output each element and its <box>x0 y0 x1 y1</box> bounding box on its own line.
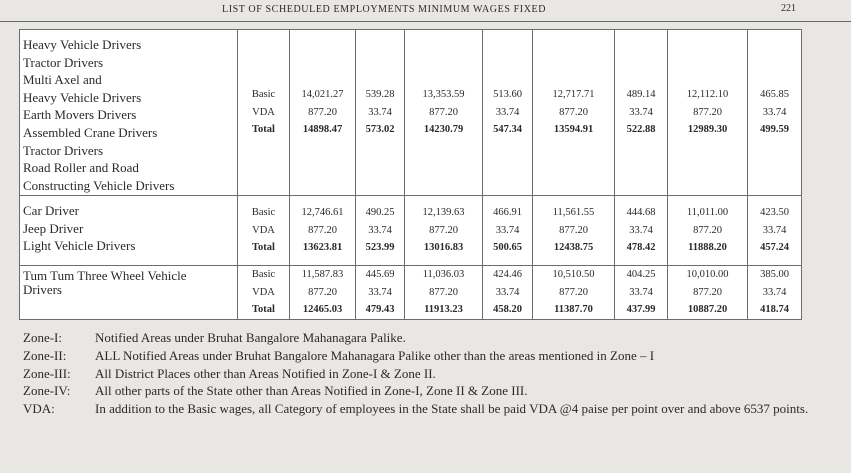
wage-vda: 877.20 <box>308 106 337 118</box>
note-label: VDA: <box>23 401 55 417</box>
wage-cell <box>615 266 668 320</box>
row-label: Basic <box>251 207 276 219</box>
wage-basic: 423.50 <box>760 207 789 219</box>
wage-cell <box>533 30 615 196</box>
wage-total: 11913.23 <box>424 304 463 315</box>
row-label: VDA <box>252 224 275 236</box>
wage-basic: 445.69 <box>365 269 395 280</box>
note-row <box>23 400 823 418</box>
wage-basic: 12,139.63 <box>422 207 465 219</box>
wage-cell <box>356 266 405 320</box>
category-cell <box>20 196 238 266</box>
wage-basic: 13,353.59 <box>422 89 465 101</box>
row-label-cell <box>238 30 290 196</box>
note-text: ALL Notified Areas under Bruhat Bangalore Mahanagara Palike other than the areas mentioned in Zone – I <box>95 347 655 363</box>
table-row <box>20 30 802 196</box>
wage-total: 458.20 <box>493 304 522 315</box>
wage-vda: 877.20 <box>559 286 588 298</box>
category-name: Earth Movers Drivers <box>23 107 137 123</box>
wage-basic: 490.25 <box>365 207 395 219</box>
wage-cell <box>405 196 483 266</box>
row-label: VDA <box>252 106 275 118</box>
wage-basic: 14,021.27 <box>301 89 344 101</box>
table-row <box>20 196 802 266</box>
wage-basic: 489.14 <box>626 89 656 101</box>
wage-vda: 877.20 <box>429 224 458 236</box>
wage-basic: 12,746.61 <box>301 207 344 219</box>
row-label: Total <box>252 242 275 254</box>
wage-vda: 877.20 <box>429 106 458 118</box>
wage-total: 547.34 <box>493 124 522 136</box>
wage-cell <box>290 30 356 196</box>
row-label: VDA <box>252 286 275 298</box>
wage-total: 457.24 <box>760 242 789 254</box>
wage-cell <box>290 266 356 320</box>
wage-basic: 465.85 <box>760 89 789 101</box>
note-text: All District Places other than Areas Notified in Zone-I & Zone II. <box>95 365 436 381</box>
wage-cell <box>748 196 802 266</box>
wage-vda: 33.74 <box>368 106 392 118</box>
row-label: Basic <box>251 269 276 280</box>
wage-total: 10887.20 <box>687 304 728 315</box>
wage-cell <box>483 196 533 266</box>
note-label: Zone-III: <box>23 365 71 381</box>
wage-cell <box>533 266 615 320</box>
category-name: Car Driver <box>23 203 79 218</box>
wage-table <box>19 29 802 320</box>
wage-vda: 877.20 <box>693 224 722 236</box>
wage-total: 523.99 <box>365 242 395 254</box>
wage-vda: 877.20 <box>308 286 337 298</box>
wage-total: 13623.81 <box>302 242 343 254</box>
wage-vda: 33.74 <box>762 106 787 118</box>
note-row <box>23 382 823 400</box>
wage-vda: 33.74 <box>762 286 787 298</box>
wage-total: 499.59 <box>760 124 789 136</box>
wage-total: 500.65 <box>493 242 522 254</box>
wage-vda: 877.20 <box>559 106 588 118</box>
wage-cell <box>356 30 405 196</box>
wage-vda: 33.74 <box>368 224 392 236</box>
wage-basic: 424.46 <box>493 269 522 280</box>
wage-vda: 33.74 <box>495 106 520 118</box>
wage-basic: 513.60 <box>493 89 522 101</box>
wage-vda: 33.74 <box>495 224 520 236</box>
wage-cell <box>533 196 615 266</box>
wage-basic: 11,011.00 <box>686 207 729 219</box>
wage-basic: 11,587.83 <box>301 269 344 280</box>
note-text: All other parts of the State other than Areas Notified in Zone-I, Zone II & Zone III. <box>95 383 528 399</box>
wage-basic: 10,510.50 <box>552 269 595 280</box>
category-name: Light Vehicle Drivers <box>23 238 136 254</box>
wage-cell <box>483 266 533 320</box>
wage-total: 13016.83 <box>423 242 464 254</box>
wage-vda: 33.74 <box>368 286 392 298</box>
wage-total: 11387.70 <box>554 304 593 315</box>
wage-total: 13594.91 <box>553 124 594 136</box>
category-cell <box>20 266 238 320</box>
wage-vda: 33.74 <box>629 106 653 118</box>
wage-total: 12989.30 <box>687 124 728 136</box>
wage-vda: 877.20 <box>308 224 337 236</box>
wage-cell <box>483 30 533 196</box>
category-name: Tum Tum Three Wheel Vehicle <box>23 268 187 283</box>
wage-cell <box>748 266 802 320</box>
category-name: Tractor Drivers <box>23 142 104 158</box>
wage-basic: 11,561.55 <box>552 207 595 219</box>
wage-cell <box>356 196 405 266</box>
row-label-cell <box>238 196 290 266</box>
wage-basic: 539.28 <box>365 89 395 101</box>
category-name: Jeep Driver <box>23 220 84 236</box>
category-name: Assembled Crane Drivers <box>23 124 158 140</box>
category-name: Multi Axel and <box>23 72 102 88</box>
note-label: Zone-II: <box>23 347 67 363</box>
category-name: Road Roller and Road <box>23 160 139 176</box>
note-label: Zone-IV: <box>23 383 71 399</box>
wage-vda: 877.20 <box>693 286 722 298</box>
wage-vda: 33.74 <box>629 224 653 236</box>
zone-notes <box>23 329 823 418</box>
wage-total: 479.43 <box>365 304 395 315</box>
note-text: Notified Areas under Bruhat Bangalore Mahanagara Palike. <box>95 330 406 345</box>
wage-total: 12465.03 <box>302 304 343 315</box>
wage-total: 12438.75 <box>553 242 594 254</box>
category-name: Heavy Vehicle Drivers <box>23 37 142 52</box>
wage-cell <box>668 30 748 196</box>
category-name: Tractor Drivers <box>23 54 104 70</box>
wage-total: 14898.47 <box>302 124 343 136</box>
wage-vda: 33.74 <box>762 224 787 236</box>
wage-total: 14230.79 <box>423 124 464 136</box>
wage-total: 478.42 <box>626 242 656 254</box>
wage-vda: 33.74 <box>629 286 653 298</box>
wage-vda: 877.20 <box>693 106 722 118</box>
wage-total: 418.74 <box>760 304 789 315</box>
header-rule <box>0 21 851 22</box>
wage-basic: 404.25 <box>626 269 656 280</box>
wage-cell <box>748 30 802 196</box>
wage-basic: 444.68 <box>626 207 656 219</box>
wage-basic: 10,010.00 <box>686 269 729 280</box>
row-label-cell <box>238 266 290 320</box>
category-cell <box>20 30 238 196</box>
wage-total: 573.02 <box>365 124 395 136</box>
note-row <box>23 365 823 383</box>
wage-vda: 33.74 <box>495 286 520 298</box>
wage-vda: 877.20 <box>429 286 458 298</box>
category-name: Drivers <box>23 282 62 297</box>
wage-cell <box>405 30 483 196</box>
wage-cell <box>405 266 483 320</box>
row-label: Total <box>252 124 275 136</box>
wage-total: 522.88 <box>626 124 656 136</box>
wage-cell <box>615 30 668 196</box>
table-row <box>20 266 802 320</box>
row-label: Basic <box>251 89 276 101</box>
note-text: In addition to the Basic wages, all Category of employees in the State shall be paid VDA @4 paise per point over and above 6537 points. <box>95 401 809 417</box>
wage-basic: 12,112.10 <box>686 89 729 101</box>
wage-basic: 385.00 <box>760 269 789 280</box>
page-title: LIST OF SCHEDULED EMPLOYMENTS MINIMUM WAGES FIXED <box>222 4 547 15</box>
wage-total: 11888.20 <box>688 242 727 254</box>
row-label: Total <box>252 304 275 315</box>
note-row <box>23 347 823 365</box>
wage-cell <box>668 196 748 266</box>
wage-basic: 12,717.71 <box>552 89 595 101</box>
note-row <box>23 329 823 347</box>
page-number: 221 <box>781 3 796 14</box>
category-name: Heavy Vehicle Drivers <box>23 89 142 105</box>
wage-basic: 11,036.03 <box>422 269 465 280</box>
wage-cell <box>668 266 748 320</box>
wage-total: 437.99 <box>626 304 656 315</box>
wage-basic: 466.91 <box>493 207 522 219</box>
page-header <box>0 4 851 20</box>
wage-vda: 877.20 <box>559 224 588 236</box>
category-name: Constructing Vehicle Drivers <box>23 177 175 193</box>
note-label: Zone-I: <box>23 330 62 345</box>
wage-cell <box>290 196 356 266</box>
wage-cell <box>615 196 668 266</box>
